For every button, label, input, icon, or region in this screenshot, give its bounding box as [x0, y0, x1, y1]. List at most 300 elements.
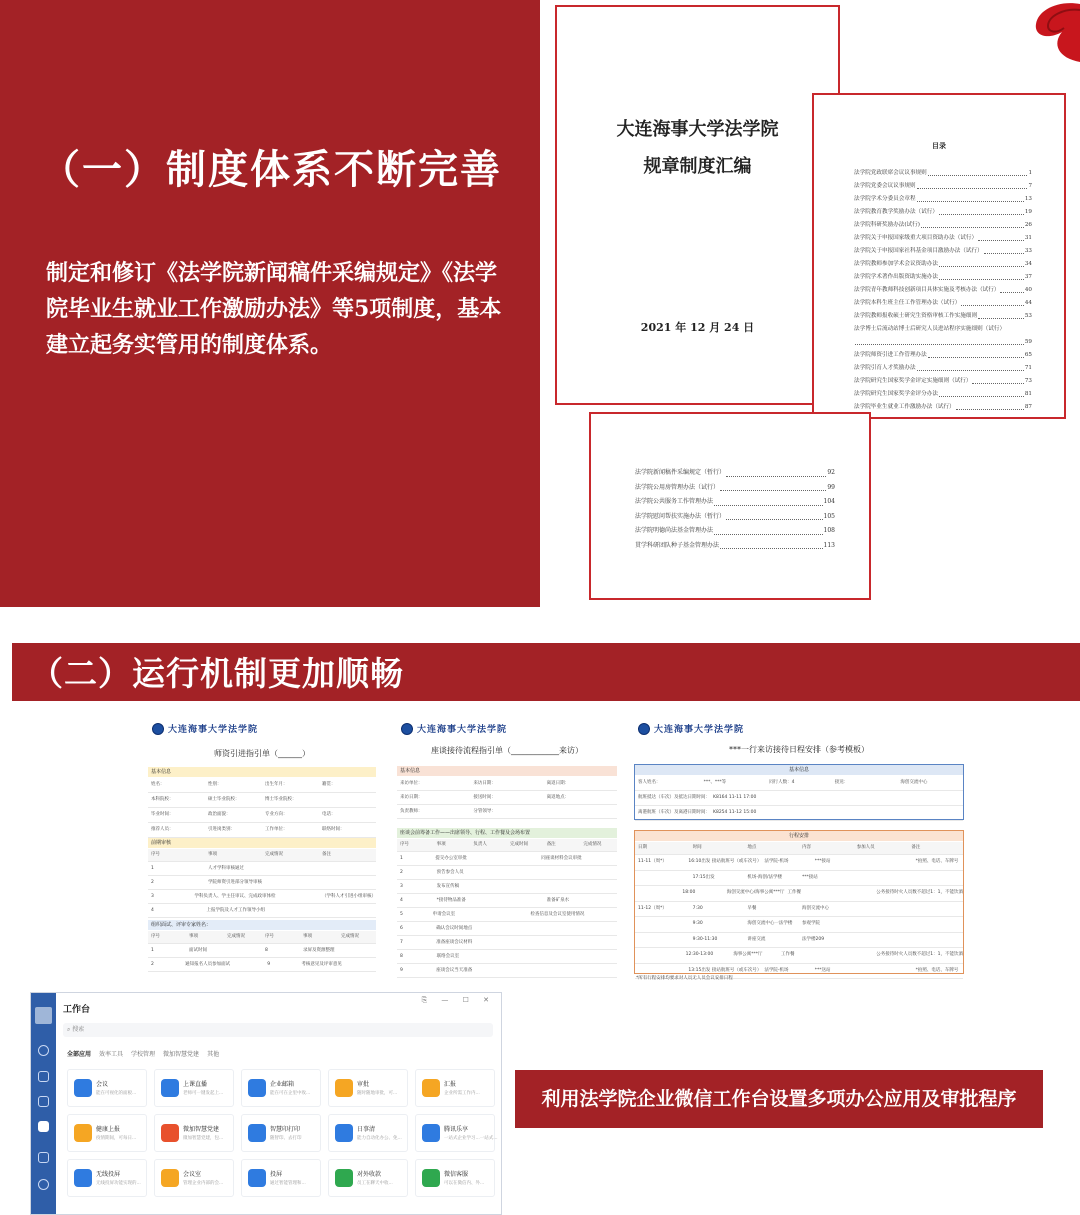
table-row — [148, 862, 376, 876]
toc-entry-title: 法学院学术分委员会章程 — [854, 196, 916, 202]
toc-entry — [854, 284, 1032, 297]
table-cell: 12:30-13:00 — [685, 952, 714, 957]
toc-entry-page: 44 — [1024, 300, 1032, 306]
toc-entry-page: 87 — [1024, 404, 1032, 410]
toc-entry-title: 法学院关于申报国家社科基金项目激励办法（试行） — [854, 248, 983, 254]
table-cell — [908, 871, 963, 886]
table-cell: 海创交流中心 — [900, 780, 928, 785]
school-logo: 大连海事大学法学院 — [638, 722, 744, 735]
toc-entry — [854, 336, 1032, 349]
app-tile[interactable] — [154, 1159, 234, 1197]
table-cell — [581, 922, 617, 935]
school-logo: 大连海事大学法学院 — [152, 722, 258, 735]
print-icon — [248, 1124, 266, 1142]
app-tile[interactable] — [328, 1159, 408, 1197]
app-tile[interactable] — [154, 1114, 234, 1152]
table-cell — [262, 862, 319, 875]
toc-entry-title: 法学院党委会议议事规则 — [854, 183, 916, 189]
regulation-cover-page — [555, 5, 840, 405]
table-cell — [470, 866, 507, 879]
table-cell — [908, 917, 963, 932]
table-cell: 通知报名人员参加面试 — [185, 962, 231, 967]
form1-group-grid — [148, 931, 376, 972]
docs-icon[interactable] — [38, 1096, 49, 1107]
table-cell: 同座谈材料会议审批 — [541, 856, 582, 861]
table-cell — [635, 886, 679, 901]
table-cell: *拍照、电话、车牌号 — [915, 967, 959, 973]
toc-leader-dots — [972, 375, 1023, 384]
table-cell: 离返地点： — [546, 795, 570, 800]
table-cell — [862, 855, 912, 870]
table-cell: 出生年月： — [265, 782, 288, 787]
table-cell: 8 — [265, 948, 268, 953]
table-cell: 离返日期： — [546, 781, 570, 786]
table-cell: 9 — [400, 968, 403, 973]
table-cell: 准备座谈会议材料 — [436, 940, 473, 945]
app-description: 能在可视化的面板... — [96, 1091, 137, 1096]
section2-title: （二）运行机制更加顺畅 — [30, 654, 404, 693]
table-cell: 接送： — [834, 780, 849, 785]
toc-entry — [854, 349, 1032, 362]
column-header: 完成情况 — [341, 934, 359, 939]
toc-entry-title: 法学院引育人才奖励办法 — [854, 365, 916, 371]
app-name: 上课直播 — [183, 1081, 208, 1088]
table-cell — [544, 805, 617, 818]
table-cell: 工作餐 — [787, 890, 802, 895]
table-cell: 录屏及资源整理 — [303, 948, 335, 953]
column-header: 序号 — [265, 934, 274, 939]
cover-date: 2021 年 12 月 24 日 — [640, 321, 755, 334]
toc-entry-page: 81 — [1024, 391, 1032, 397]
table-cell: 4 — [151, 908, 154, 913]
app-description: 一站式企业学习...一站式... — [444, 1136, 498, 1141]
table-cell — [508, 964, 544, 977]
app-description: 疫情期间，可每日... — [96, 1136, 137, 1141]
app-tile[interactable] — [415, 1114, 498, 1152]
table-cell: 18:00 — [682, 890, 696, 895]
toc-entry-title: 法学院青年教师科技创新项目具体实施及考核办法（试行） — [854, 287, 1000, 293]
table-cell: 引进岗类别： — [208, 827, 235, 832]
table-cell: ***送站 — [814, 967, 831, 973]
table-cell: 2 — [400, 870, 403, 875]
app-description: 可以在微信内、外... — [444, 1181, 485, 1186]
table-cell: ***接站 — [802, 874, 818, 880]
form1-steps-grid — [148, 849, 376, 918]
table-cell: 来访日期： — [400, 795, 423, 800]
toc-entry — [854, 232, 1032, 245]
toc-entry — [854, 362, 1032, 375]
table-cell: 面试时间 — [189, 948, 207, 953]
search-placeholder: 搜索 — [72, 1026, 85, 1033]
tab-3[interactable]: 微加智慧党建 — [163, 1051, 200, 1058]
app-description: 老师可一键发起上... — [183, 1091, 224, 1096]
table-cell — [635, 871, 690, 886]
table-cell: K8164 11-11 17:00 — [713, 795, 757, 800]
meeting-room-icon — [161, 1169, 179, 1187]
toc-entry-title: 法学院公共服务工作管理办法 — [635, 498, 714, 505]
toc-entry — [854, 388, 1032, 401]
workbench-search-input[interactable] — [63, 1023, 493, 1037]
table-cell: 早餐 — [747, 905, 757, 911]
table-row — [148, 808, 376, 823]
table-cell — [908, 933, 963, 948]
table-cell — [470, 880, 507, 893]
table-cell: 离港航班（车次）及离港日期时间： — [638, 810, 710, 815]
table-cell: 确认会议时间地点 — [436, 926, 473, 931]
toc-entry — [635, 481, 835, 496]
wecom-workbench-window — [30, 992, 502, 1215]
tab-0[interactable]: 全部应用 — [67, 1051, 92, 1058]
table-cell — [854, 917, 909, 932]
app-description: 员工在聊天中收... — [357, 1181, 393, 1186]
table-cell — [635, 917, 690, 932]
table-cell: 学科负责人、学主任审议、完成政审体检 — [194, 894, 276, 899]
toc-entry-page: 105 — [823, 512, 835, 520]
app-tile[interactable] — [241, 1114, 321, 1152]
toc-entry — [635, 466, 835, 481]
table-cell — [854, 902, 909, 917]
toc-leader-dots — [928, 167, 1028, 176]
column-header: 事项 — [303, 934, 312, 939]
app-name: 会议 — [96, 1081, 109, 1088]
table-cell — [470, 950, 507, 963]
toc-leader-dots — [939, 258, 1024, 267]
table-row — [397, 791, 617, 805]
toc-leader-dots — [720, 539, 823, 550]
table-row — [397, 894, 617, 908]
toc-entry-page: 73 — [1024, 378, 1032, 384]
toc-leader-dots — [978, 232, 1024, 241]
table-cell: 学院师资引进部分领导审核 — [208, 880, 262, 885]
toc-entry — [854, 245, 1032, 258]
table-cell — [468, 852, 503, 865]
toc-entry — [635, 510, 835, 525]
toc-entry — [854, 310, 1032, 323]
table-cell — [507, 866, 544, 879]
table-cell — [582, 852, 617, 865]
toc-entry — [854, 180, 1032, 193]
toc-entry-page: 108 — [823, 527, 835, 534]
table-row — [148, 904, 376, 918]
column-header: 完成时间 — [510, 842, 529, 847]
workbench-tabs — [67, 1049, 219, 1058]
table-row — [635, 806, 963, 821]
app-tile[interactable] — [415, 1069, 495, 1107]
workbench-caption: 利用法学院企业微信工作台设置多项办公应用及审批程序 — [515, 1070, 1043, 1128]
table-cell: 政治面貌： — [208, 812, 231, 817]
table-cell: 人才学科审核通过 — [208, 866, 244, 871]
table-cell — [507, 894, 544, 907]
toc-entry — [854, 401, 1032, 414]
table-cell — [635, 948, 683, 963]
table-cell — [508, 936, 544, 949]
toc-entry-title: 法学院师资引进工作管理办法 — [854, 352, 927, 358]
table-cell: 4 — [400, 898, 403, 903]
toc-entry-title: 法学院教师报收硕士研究生资格审核工作实施细则 — [854, 313, 978, 319]
toc-entry-page: 33 — [1024, 248, 1032, 254]
app-tile[interactable] — [328, 1114, 408, 1152]
table-cell: 9:30 — [692, 921, 703, 926]
app-description: 无线投屏功能实现的... — [96, 1181, 141, 1186]
form3-title: ***一行来访接待日程安排（参考模板） — [729, 745, 869, 754]
app-name: 投屏 — [270, 1171, 283, 1178]
table-cell: 专业方向： — [265, 812, 288, 817]
table-cell — [580, 894, 617, 907]
column-header: 参加人员 — [856, 845, 875, 850]
table-cell — [262, 876, 319, 889]
app-tile[interactable] — [415, 1159, 495, 1197]
toc-entry-title: 法学院明德尚法基金管理办法 — [635, 527, 714, 534]
table-cell: 联络时间： — [322, 827, 345, 832]
column-header: 内容 — [802, 845, 812, 850]
table-cell — [544, 866, 581, 879]
table-row — [148, 958, 376, 972]
table-row — [635, 902, 963, 918]
tab-4[interactable]: 其他 — [207, 1051, 220, 1058]
table-cell — [224, 944, 262, 957]
table-cell — [265, 904, 321, 917]
table-cell: 毕业时间： — [151, 812, 174, 817]
app-description: 能在可在企里中收... — [270, 1091, 311, 1096]
tab-2[interactable]: 学校管理 — [131, 1051, 156, 1058]
app-name: 微加智慧党建 — [183, 1126, 220, 1133]
table-header-row — [148, 931, 376, 944]
tab-1[interactable]: 效率工具 — [99, 1051, 124, 1058]
table-cell: 1 — [151, 948, 154, 953]
toc-entry-title: 法学院党政联席会议议事规则 — [854, 170, 927, 176]
toc-leader-dots — [978, 310, 1024, 319]
table-row — [397, 852, 617, 866]
table-row — [148, 944, 376, 958]
approval-icon — [335, 1079, 353, 1097]
table-row — [148, 890, 376, 904]
toc-entry-title: 法学院毕业生就业工作激励办法（试行） — [854, 404, 955, 410]
app-tile[interactable] — [67, 1159, 147, 1197]
toc-leader-dots — [855, 336, 1024, 345]
toc-entry-title: 法学博士后流动站博士后研究人员进站程序实施细则（试行） — [854, 326, 1006, 332]
table-cell: 提交办公室审批 — [435, 856, 467, 861]
toc-entry — [854, 375, 1032, 388]
table-cell: 公务接待时火人员数不超过1：1，不能饮酒 — [876, 890, 963, 895]
message-icon[interactable] — [38, 1045, 49, 1056]
table-cell: 17:15出发 — [692, 874, 715, 880]
table-cell — [773, 806, 836, 820]
table-row — [397, 936, 617, 950]
column-header: 备注 — [546, 842, 556, 847]
table-cell — [507, 950, 544, 963]
toc-entry — [635, 539, 835, 554]
table-cell: ***、***等 — [703, 780, 727, 785]
table-cell: （学科人才引进小组审核） — [322, 894, 376, 899]
health-icon — [74, 1124, 92, 1142]
table-row — [635, 917, 963, 933]
form2-basic-header: 基本信息 — [397, 766, 617, 776]
table-cell — [276, 890, 320, 903]
app-name: 会议室 — [183, 1171, 202, 1178]
table-cell — [321, 904, 377, 917]
table-cell — [837, 791, 900, 805]
section1-body: 制定和修订《法学院新闻稿件采编规定》《法学院毕业生就业工作激励办法》等5项制度，基本建立起务实管用的制度体系。 — [46, 260, 502, 358]
app-name: 无线投屏 — [96, 1171, 121, 1178]
table-cell: 海创交流中心/海事公寓***厅 — [726, 890, 785, 895]
toc-entry — [854, 193, 1032, 206]
table-cell — [472, 964, 508, 977]
word-icon[interactable] — [38, 1152, 49, 1163]
table-cell: 同行人数：4 — [769, 780, 795, 785]
table-cell: 工作餐 — [780, 952, 795, 957]
workbench-icon[interactable] — [38, 1121, 49, 1132]
toc-leader-dots — [1000, 284, 1023, 293]
cast-icon — [248, 1169, 266, 1187]
app-name: 对外收款 — [357, 1171, 382, 1178]
toc-entry-page: 71 — [1024, 365, 1032, 371]
toc-entry-page: 113 — [823, 541, 835, 549]
toc-leader-dots — [917, 193, 1024, 202]
table-cell — [338, 944, 376, 957]
table-cell: 法学楼209 — [802, 936, 825, 942]
table-cell: 籍贯： — [322, 782, 336, 787]
column-header: 日期 — [638, 845, 647, 850]
toc-leader-dots — [928, 349, 1024, 358]
app-name: 微信客服 — [444, 1171, 469, 1178]
table-cell: 分管领导： — [473, 809, 496, 814]
table-cell — [900, 791, 963, 805]
app-tile[interactable] — [67, 1069, 147, 1107]
table-cell: 工作单位： — [265, 827, 288, 832]
table-cell — [580, 950, 617, 963]
toc-entry-page: 13 — [1024, 196, 1032, 202]
toc-leader-dots — [939, 206, 1024, 215]
toc-entry — [854, 206, 1032, 219]
table-cell: 联络会议室 — [436, 954, 460, 959]
form2-title: 座谈接待流程指引单（____________来访） — [431, 746, 583, 755]
toc-entry-title: 法学院慰问帮扶实施办法（暂行） — [635, 512, 726, 520]
table-row — [635, 791, 963, 806]
toc-leader-dots — [917, 362, 1024, 371]
form1-title: 师资引进指引单（______） — [214, 749, 310, 758]
table-cell: 讲座交流 — [747, 936, 766, 942]
app-tile[interactable] — [241, 1159, 321, 1197]
table-cell — [862, 964, 912, 979]
app-description: 微加智慧党建，包... — [183, 1136, 224, 1141]
table-cell: 海创交流中心一法学楼 — [747, 921, 793, 926]
app-name: 日事清 — [357, 1126, 376, 1133]
visit-schedule-form — [634, 720, 964, 982]
table-cell: 硕士毕业院校： — [208, 797, 240, 802]
app-description: 企业所需工作内... — [444, 1091, 480, 1096]
form3-schedule-header: 行程安排 — [635, 831, 963, 841]
table-cell — [319, 876, 376, 889]
table-cell — [508, 922, 544, 935]
table-row — [635, 886, 963, 902]
table-cell — [462, 908, 495, 921]
table-row — [397, 908, 617, 922]
toc-entry-page: 92 — [827, 469, 835, 476]
live-icon — [161, 1079, 179, 1097]
wechat-service-icon — [422, 1169, 440, 1187]
toc-entry-title: 法学院研究生国家奖学金评定实施细则（试行） — [854, 378, 972, 384]
column-header: 序号 — [151, 934, 160, 939]
table-row — [148, 876, 376, 890]
toc-page-1 — [812, 93, 1066, 419]
form3-basic-grid — [635, 776, 963, 821]
table-cell: 考核意见及评审意见 — [301, 962, 342, 967]
table-cell: 16:10出发 接站航班号（或车次号） — [688, 859, 762, 864]
mail-icon — [248, 1079, 266, 1097]
table-cell: 申请会议室 — [432, 912, 456, 917]
table-cell — [900, 806, 963, 820]
toc-entry-page: 40 — [1024, 287, 1032, 293]
party-icon — [161, 1124, 179, 1142]
cover-title-line1: 大连海事大学法学院 — [616, 119, 779, 140]
app-tile[interactable] — [328, 1069, 408, 1107]
app-description: 随智印、去打印 — [270, 1136, 302, 1141]
cover-title-line2: 规章制度汇编 — [643, 156, 752, 177]
column-header: 负责人 — [473, 842, 487, 847]
column-header: 时间 — [692, 845, 702, 850]
window-controls[interactable]: ⎘ — ☐ ✕ — [421, 996, 495, 1004]
toc-leader-dots — [939, 271, 1024, 280]
toc-leader-dots — [720, 481, 826, 492]
table-cell: 6 — [400, 926, 403, 931]
table-cell — [584, 908, 617, 921]
table-cell — [507, 880, 544, 893]
toc-list-2 — [635, 466, 835, 553]
table-cell: 5 — [400, 912, 403, 917]
app-tile[interactable] — [241, 1069, 321, 1107]
toc-entry — [854, 323, 1032, 336]
toc-leader-dots — [984, 245, 1024, 254]
table-row — [148, 778, 376, 793]
table-cell — [230, 958, 264, 971]
toc-entry-page: 7 — [1028, 183, 1032, 189]
app-description: 通过智能管理和... — [270, 1181, 306, 1186]
form3-basic-box — [634, 764, 964, 820]
toc-entry-page: 31 — [1024, 235, 1032, 241]
toc-entry-title: 法学院研究生国家奖学金评分办法 — [854, 391, 938, 397]
table-cell — [773, 791, 836, 805]
table-cell — [581, 936, 617, 949]
app-tile[interactable] — [154, 1069, 234, 1107]
form1-steps-header: 前期审核 — [148, 838, 376, 848]
settings-icon[interactable] — [38, 1179, 49, 1190]
table-cell: 电话： — [322, 812, 336, 817]
column-header: 完成情况 — [583, 842, 602, 847]
table-row — [397, 950, 617, 964]
form2-prep-grid — [397, 839, 617, 978]
toc-leader-dots — [956, 401, 1024, 410]
avatar[interactable] — [35, 1007, 52, 1024]
column-header: 完成情况 — [265, 852, 283, 857]
table-cell — [545, 964, 581, 977]
toc-entry-title: 法学院新闻稿件采编规定（暂行） — [635, 469, 726, 476]
reception-process-form — [397, 720, 617, 978]
toc-entry-page: 34 — [1024, 261, 1032, 267]
column-header: 备注 — [322, 852, 331, 857]
table-cell — [470, 894, 507, 907]
column-header: 事项 — [189, 934, 198, 939]
table-cell: 7 — [400, 940, 403, 945]
search-icon: ⌕ — [67, 1026, 73, 1033]
toc-leader-dots — [714, 524, 823, 535]
toc-list-1 — [854, 167, 1032, 414]
table-cell — [319, 862, 376, 875]
payment-icon — [335, 1169, 353, 1187]
app-tile[interactable] — [67, 1114, 147, 1152]
toc-leader-dots — [939, 388, 1024, 397]
app-name: 智慧印打印 — [270, 1126, 301, 1133]
contacts-icon[interactable] — [38, 1071, 49, 1082]
